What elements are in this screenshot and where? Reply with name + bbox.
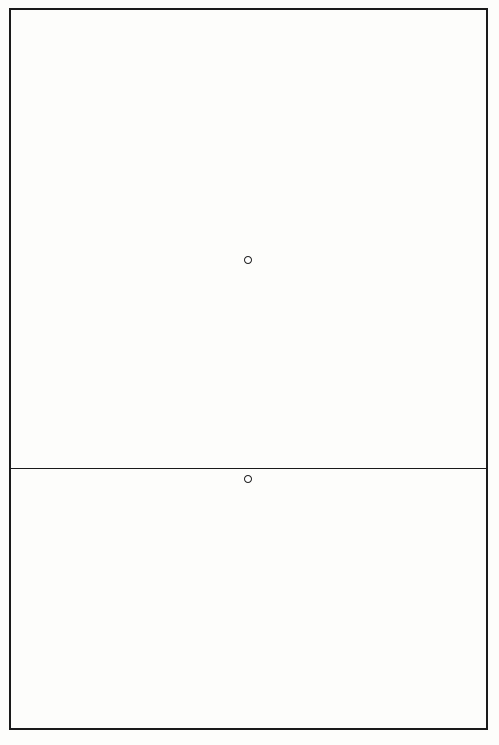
upper-text-block: [13, 12, 484, 464]
lower-columns: [13, 472, 484, 724]
upper-columns: [13, 12, 484, 464]
fold-line: [11, 468, 486, 469]
lower-text-block: [13, 472, 484, 724]
binding-ring-mark: [244, 256, 252, 264]
